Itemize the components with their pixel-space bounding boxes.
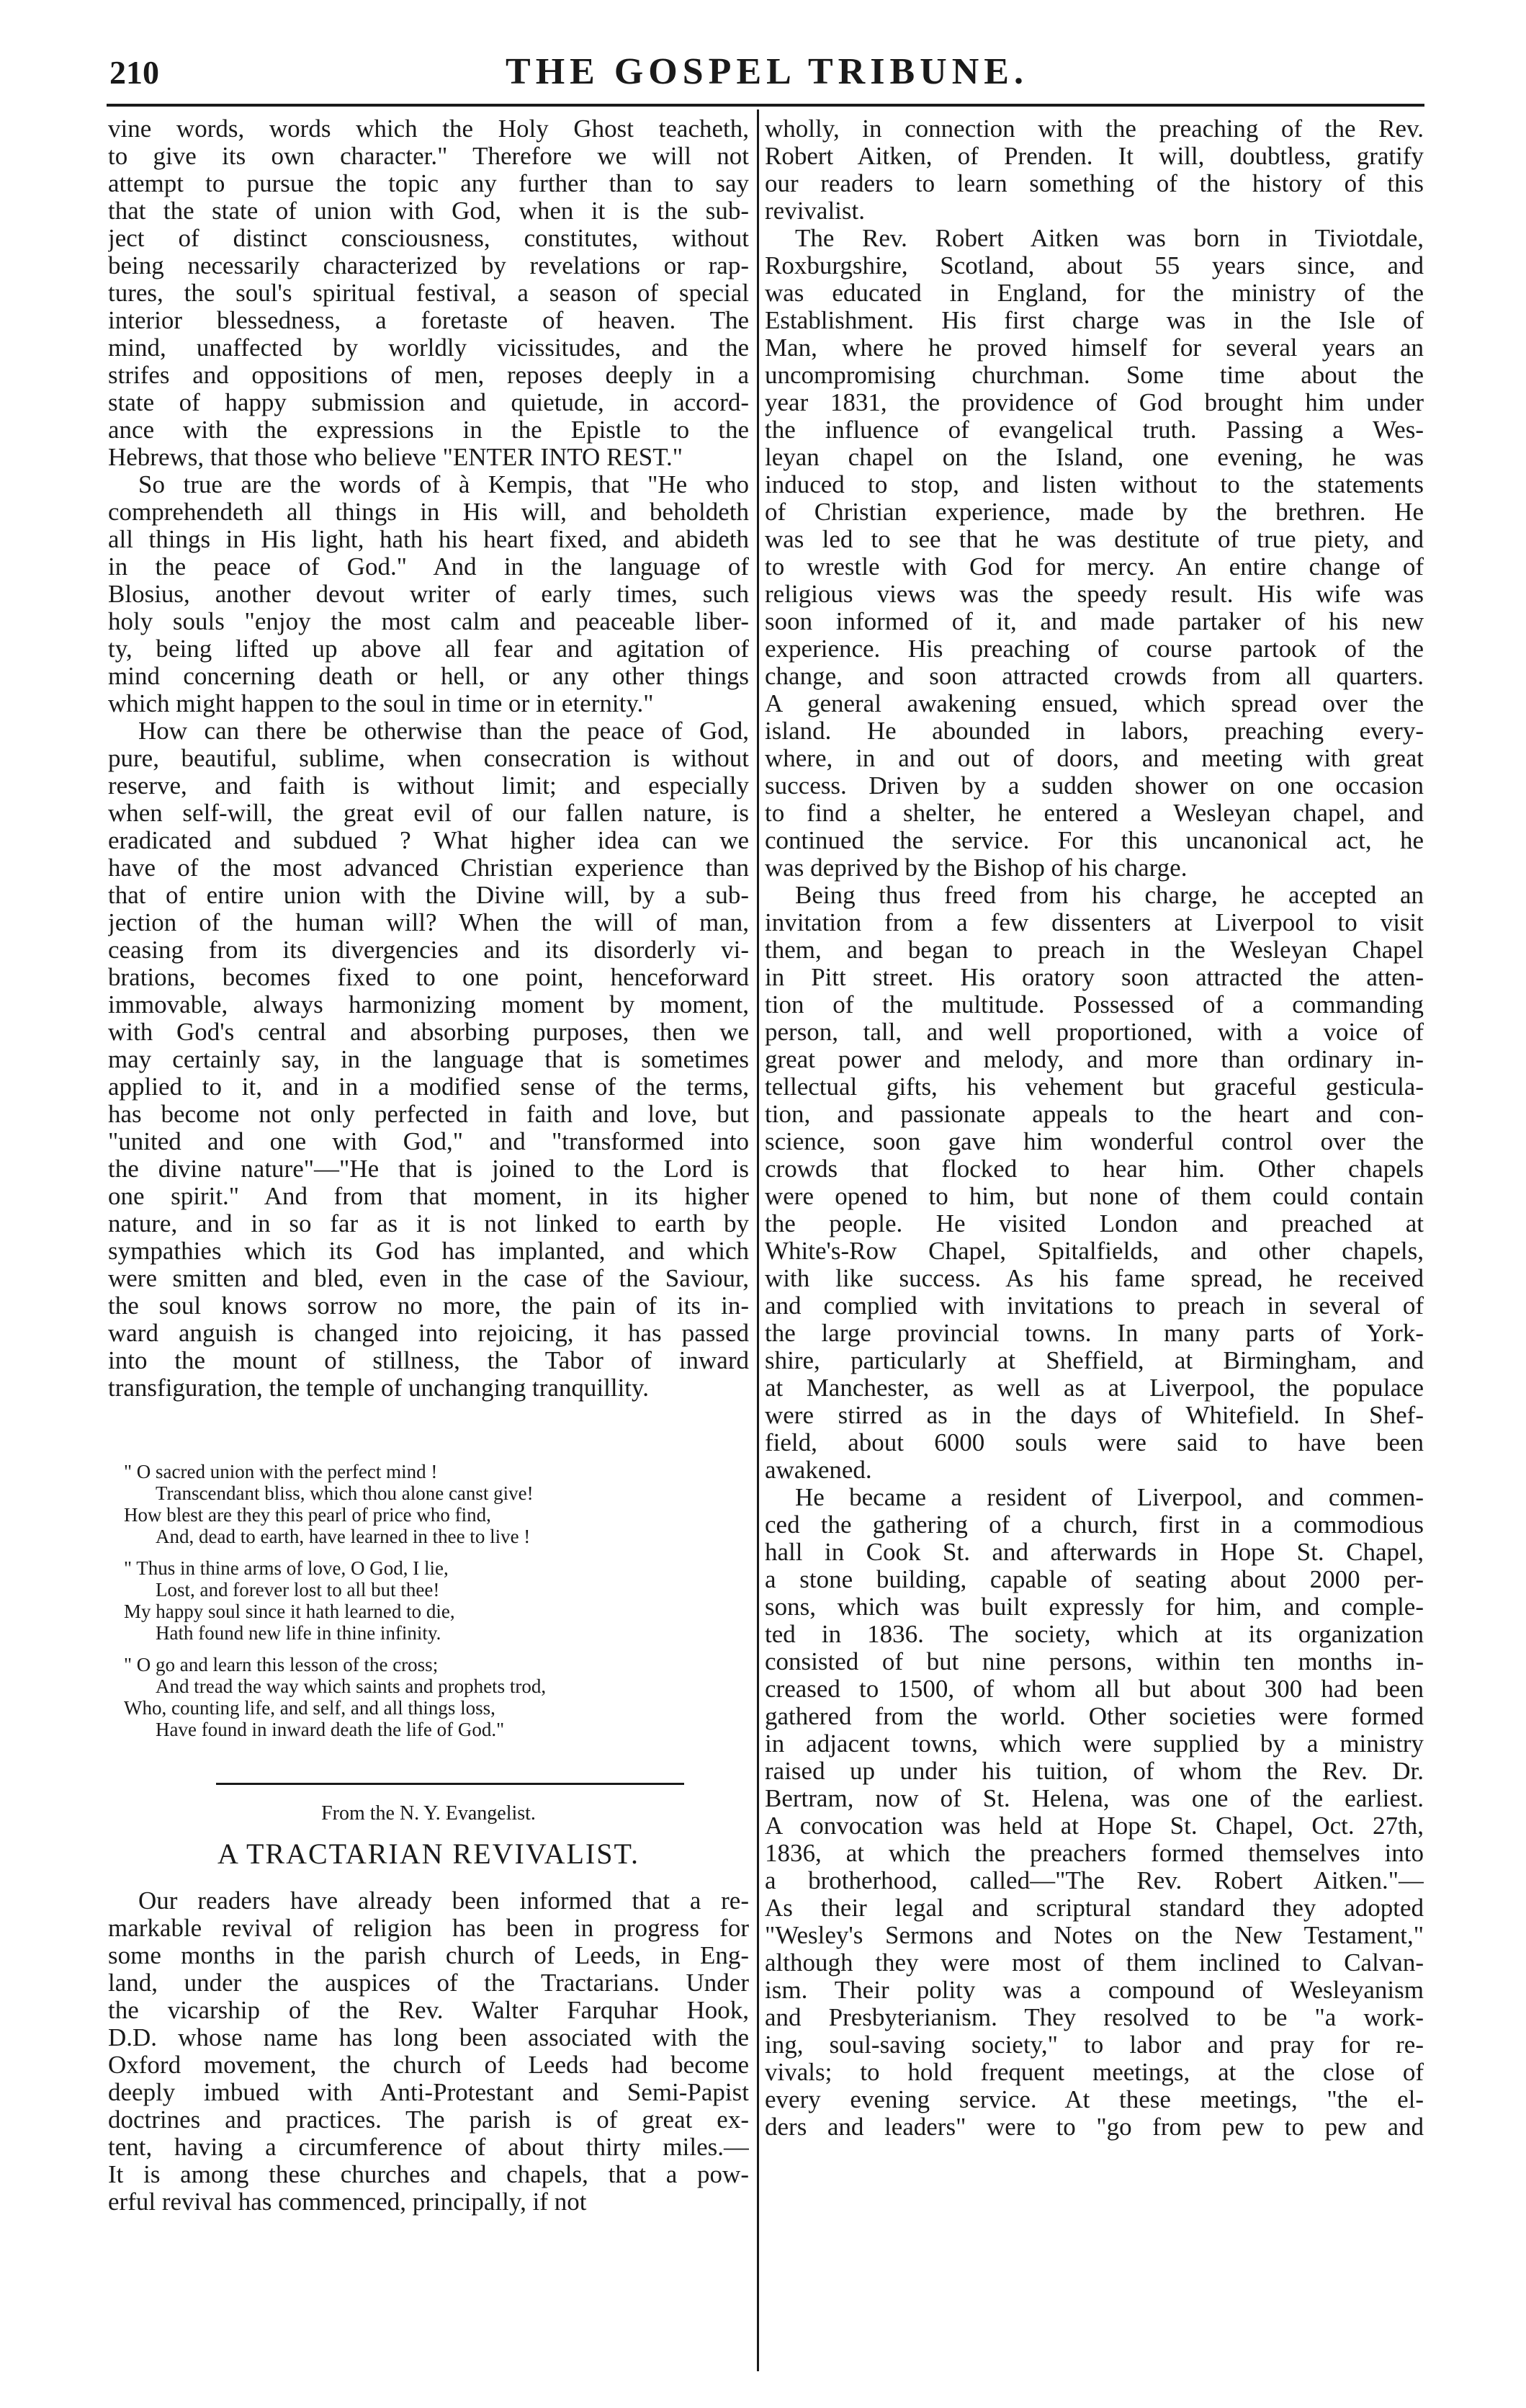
- text-line: D.D. whose name has long been associated with the: [108, 2024, 749, 2051]
- text-line: although they were most of them inclined to Calvan-: [765, 1949, 1424, 1977]
- text-line: raised up under his tuition, of whom the Rev. Dr.: [765, 1758, 1424, 1785]
- article-text: [108, 1887, 749, 2216]
- text-line: ty, being lifted up above all fear and agitation of: [108, 635, 749, 663]
- text-line: So true are the words of à Kempis, that "He who: [138, 471, 749, 498]
- text-line: crowds that flocked to hear him. Other chapels: [765, 1155, 1424, 1183]
- poem-line: " Thus in thine arms of love, O God, I lie,: [124, 1557, 449, 1579]
- text-line: immovable, always harmonizing moment by moment,: [108, 991, 749, 1019]
- running-title: THE GOSPEL TRIBUNE.: [506, 51, 1028, 92]
- text-line: and Presbyterianism. They resolved to be "a work-: [765, 2004, 1424, 2031]
- text-line: with like success. As his fame spread, he received: [765, 1265, 1424, 1292]
- text-line: island. He abounded in labors, preaching every-: [765, 717, 1424, 745]
- text-line: tion, and passionate appeals to the heart and con-: [765, 1101, 1424, 1128]
- text-line: ced the gathering of a church, first in a commodious: [765, 1511, 1424, 1539]
- text-line: induced to stop, and listen without to the statements: [765, 471, 1424, 498]
- text-line: a stone building, capable of seating about 2000 per-: [765, 1566, 1424, 1593]
- text-line: Hebrews, that those who believe "ENTER INTO REST.": [108, 444, 683, 471]
- quoted-poem: [124, 1461, 736, 1750]
- poem-line: " O go and learn this lesson of the cross;: [124, 1654, 439, 1675]
- text-line: at Manchester, as well as at Liverpool, the populace: [765, 1374, 1424, 1402]
- text-line: 1836, at which the preachers formed themselves into: [765, 1840, 1424, 1867]
- text-line: vine words, words which the Holy Ghost teacheth,: [108, 115, 749, 143]
- text-line: strifes and oppositions of men, reposes deeply in a: [108, 362, 749, 389]
- text-line: tellectual gifts, his vehement but graceful gesticula-: [765, 1073, 1424, 1101]
- text-line: The Rev. Robert Aitken was born in Tiviotdale,: [795, 225, 1424, 252]
- text-line: the people. He visited London and preached at: [765, 1210, 1424, 1237]
- text-line: the vicarship of the Rev. Walter Farquhar Hook,: [108, 1997, 749, 2024]
- text-line: may certainly say, in the language that is sometimes: [108, 1046, 749, 1073]
- text-line: being necessarily characterized by revelations or rap-: [108, 252, 749, 279]
- text-line: eradicated and subdued ? What higher idea can we: [108, 827, 749, 854]
- text-line: wholly, in connection with the preaching of the Rev.: [765, 115, 1424, 143]
- text-line: comprehendeth all things in His will, and beholdeth: [108, 498, 749, 526]
- text-line: Blosius, another devout writer of early times, such: [108, 581, 749, 608]
- text-line: pure, beautiful, sublime, when consecration is without: [108, 745, 749, 772]
- text-line: deeply imbued with Anti-Protestant and Semi-Papist: [108, 2079, 749, 2106]
- text-line: transfiguration, the temple of unchanging tranquillity.: [108, 1374, 650, 1402]
- text-line: the influence of evangelical truth. Passing a Wes-: [765, 416, 1424, 444]
- text-line: invitation from a few dissenters at Liverpool to visit: [765, 909, 1424, 936]
- text-line: Roxburgshire, Scotland, about 55 years since, and: [765, 252, 1424, 279]
- section-divider: [216, 1783, 684, 1785]
- text-line: to wrestle with God for mercy. An entire change of: [765, 553, 1424, 581]
- text-line: ject of distinct consciousness, constitutes, without: [108, 225, 749, 252]
- poem-line: Have found in inward death the life of God.": [156, 1719, 505, 1740]
- text-line: doctrines and practices. The parish is of great ex-: [108, 2106, 749, 2134]
- poem-line: And tread the way which saints and prophets trod,: [156, 1675, 547, 1697]
- text-line: success. Driven by a sudden shower on one occasion: [765, 772, 1424, 800]
- text-line: year 1831, the providence of God brought him under: [765, 389, 1424, 416]
- text-line: were smitten and bled, even in the case of the Saviour,: [108, 1265, 749, 1292]
- text-line: great power and melody, and more than ordinary in-: [765, 1046, 1424, 1073]
- text-line: Man, where he proved himself for several years an: [765, 334, 1424, 362]
- text-line: state of happy submission and quietude, in accord-: [108, 389, 749, 416]
- text-line: were stirred as in the days of Whitefield. In Shef-: [765, 1402, 1424, 1429]
- text-line: has become not only perfected in faith and love, but: [108, 1101, 749, 1128]
- text-line: of Christian experience, made by the brethren. He: [765, 498, 1424, 526]
- text-line: have of the most advanced Christian experience than: [108, 854, 749, 882]
- poem-stanza: [124, 1461, 736, 1547]
- text-line: attempt to pursue the topic any further than to say: [108, 170, 749, 197]
- header-rule: [107, 104, 1424, 107]
- poem-line: How blest are they this pearl of price who find,: [124, 1504, 491, 1526]
- poem-line: Hath found new life in thine infinity.: [156, 1622, 441, 1644]
- text-line: sympathies which its God has implanted, and which: [108, 1237, 749, 1265]
- text-line: land, under the auspices of the Tractarians. Under: [108, 1969, 749, 1997]
- poem-line: And, dead to earth, have learned in thee to live !: [156, 1526, 531, 1547]
- text-line: Robert Aitken, of Prenden. It will, doubtless, gratify: [765, 143, 1424, 170]
- text-line: ism. Their polity was a compound of Wesleyanism: [765, 1977, 1424, 2004]
- text-line: White's-Row Chapel, Spitalfields, and other chapels,: [765, 1237, 1424, 1265]
- text-line: erful revival has commenced, principally, if not: [108, 2188, 587, 2216]
- poem-stanza: [124, 1557, 736, 1644]
- text-line: the soul knows sorrow no more, the pain of its in-: [108, 1292, 749, 1320]
- text-line: ward anguish is changed into rejoicing, it has passed: [108, 1320, 749, 1347]
- text-line: a brotherhood, called—"The Rev. Robert Aitken."—: [765, 1867, 1424, 1894]
- text-line: It is among these churches and chapels, that a pow-: [108, 2161, 749, 2188]
- text-line: all things in His light, hath his heart fixed, and abideth: [108, 526, 749, 553]
- text-line: and complied with invitations to preach in several of: [765, 1292, 1424, 1320]
- text-line: sons, which was built expressly for him, and comple-: [765, 1593, 1424, 1621]
- poem-line: Transcendant bliss, which thou alone canst give!: [156, 1482, 534, 1504]
- text-line: which might happen to the soul in time or in eternity.": [108, 690, 654, 717]
- text-line: tures, the soul's spiritual festival, a season of special: [108, 279, 749, 307]
- text-line: nature, and in so far as it is not linked to earth by: [108, 1210, 749, 1237]
- text-line: that the state of union with God, when it is the sub-: [108, 197, 749, 225]
- text-line: hall in Cook St. and afterwards in Hope St. Chapel,: [765, 1539, 1424, 1566]
- poem-line: " O sacred union with the perfect mind !: [124, 1461, 438, 1482]
- text-line: some months in the parish church of Leeds, in Eng-: [108, 1942, 749, 1969]
- text-line: Bertram, now of St. Helena, was one of the earliest.: [765, 1785, 1424, 1812]
- text-line: "united and one with God," and "transformed into: [108, 1128, 749, 1155]
- text-line: were opened to him, but none of them could contain: [765, 1183, 1424, 1210]
- text-line: mind, unaffected by worldly vicissitudes, and the: [108, 334, 749, 362]
- text-line: creased to 1500, of whom all but about 300 had been: [765, 1675, 1424, 1703]
- poem-stanza: [124, 1654, 736, 1740]
- text-line: with God's central and absorbing purposes, then we: [108, 1019, 749, 1046]
- text-line: the large provincial towns. In many parts of York-: [765, 1320, 1424, 1347]
- article-title: A TRACTARIAN REVIVALIST.: [217, 1838, 639, 1870]
- text-line: where, in and out of doors, and meeting with great: [765, 745, 1424, 772]
- text-line: change, and soon attracted crowds from all quarters.: [765, 663, 1424, 690]
- poem-line: Lost, and forever lost to all but thee!: [156, 1579, 440, 1601]
- text-line: into the mount of stillness, the Tabor of inward: [108, 1347, 749, 1374]
- text-line: to give its own character." Therefore we will not: [108, 143, 749, 170]
- text-line: in adjacent towns, which were supplied by a ministry: [765, 1730, 1424, 1758]
- text-line: A convocation was held at Hope St. Chapel, Oct. 27th,: [765, 1812, 1424, 1840]
- text-line: holy souls "enjoy the most calm and peaceable liber-: [108, 608, 749, 635]
- poem-line: Who, counting life, and self, and all things loss,: [124, 1697, 495, 1719]
- text-line: was led to see that he was destitute of true piety, and: [765, 526, 1424, 553]
- text-line: jection of the human will? When the will of man,: [108, 909, 749, 936]
- text-line: experience. His preaching of course partook of the: [765, 635, 1424, 663]
- text-line: A general awakening ensued, which spread over the: [765, 690, 1424, 717]
- text-line: uncompromising churchman. Some time about the: [765, 362, 1424, 389]
- text-line: our readers to learn something of the history of this: [765, 170, 1424, 197]
- text-line: one spirit." And from that moment, in its higher: [108, 1183, 749, 1210]
- text-line: Our readers have already been informed that a re-: [138, 1887, 749, 1915]
- text-line: ted in 1836. The society, which at its organization: [765, 1621, 1424, 1648]
- text-line: ing, soul-saving society," to labor and pray for re-: [765, 2031, 1424, 2059]
- text-line: He became a resident of Liverpool, and commen-: [795, 1484, 1424, 1511]
- text-line: to find a shelter, he entered a Wesleyan chapel, and: [765, 800, 1424, 827]
- text-line: ceasing from its divergencies and its disorderly vi-: [108, 936, 749, 964]
- text-line: mind concerning death or hell, or any other things: [108, 663, 749, 690]
- column-divider: [757, 109, 759, 2371]
- text-line: vivals; to hold frequent meetings, at the close of: [765, 2059, 1424, 2086]
- text-line: the divine nature"—"He that is joined to the Lord is: [108, 1155, 749, 1183]
- text-line: continued the service. For this uncanonical act, he: [765, 827, 1424, 854]
- text-line: applied to it, and in a modified sense of the terms,: [108, 1073, 749, 1101]
- text-line: when self-will, the great evil of our fallen nature, is: [108, 800, 749, 827]
- text-line: person, tall, and well proportioned, with a voice of: [765, 1019, 1424, 1046]
- text-line: was deprived by the Bishop of his charge.: [765, 854, 1188, 882]
- text-line: in the peace of God." And in the language of: [108, 553, 749, 581]
- article-source: From the N. Y. Evangelist.: [321, 1802, 536, 1825]
- text-line: interior blessedness, a foretaste of heaven. The: [108, 307, 749, 334]
- text-line: revivalist.: [765, 197, 865, 225]
- page-number: 210: [109, 54, 159, 91]
- poem-line: My happy soul since it hath learned to die,: [124, 1601, 455, 1622]
- text-line: ders and leaders" were to "go from pew to pew and: [765, 2113, 1424, 2141]
- text-line: was educated in England, for the ministry of the: [765, 279, 1424, 307]
- text-line: Oxford movement, the church of Leeds had become: [108, 2051, 749, 2079]
- text-line: awakened.: [765, 1456, 872, 1484]
- text-line: that of entire union with the Divine will, by a sub-: [108, 882, 749, 909]
- text-line: Establishment. His first charge was in the Isle of: [765, 307, 1424, 334]
- text-line: field, about 6000 souls were said to have been: [765, 1429, 1424, 1456]
- text-line: "Wesley's Sermons and Notes on the New Testament,": [765, 1922, 1424, 1949]
- text-line: reserve, and faith is without limit; and especially: [108, 772, 749, 800]
- text-line: religious views was the speedy result. His wife was: [765, 581, 1424, 608]
- text-line: every evening service. At these meetings, "the el-: [765, 2086, 1424, 2113]
- text-line: tion of the multitude. Possessed of a commanding: [765, 991, 1424, 1019]
- text-line: them, and began to preach in the Wesleyan Chapel: [765, 936, 1424, 964]
- text-line: How can there be otherwise than the peace of God,: [138, 717, 749, 745]
- text-line: in Pitt street. His oratory soon attracted the atten-: [765, 964, 1424, 991]
- text-line: shire, particularly at Sheffield, at Birmingham, and: [765, 1347, 1424, 1374]
- text-line: markable revival of religion has been in progress for: [108, 1915, 749, 1942]
- right-column-text: [765, 115, 1424, 2141]
- text-line: Being thus freed from his charge, he accepted an: [795, 882, 1424, 909]
- text-line: As their legal and scriptural standard they adopted: [765, 1894, 1424, 1922]
- text-line: tent, having a circumference of about thirty miles.—: [108, 2134, 749, 2161]
- text-line: consisted of but nine persons, within ten months in-: [765, 1648, 1424, 1675]
- text-line: science, soon gave him wonderful control over the: [765, 1128, 1424, 1155]
- left-column-text: [108, 115, 749, 1402]
- text-line: gathered from the world. Other societies were formed: [765, 1703, 1424, 1730]
- text-line: ance with the expressions in the Epistle to the: [108, 416, 749, 444]
- text-line: leyan chapel on the Island, one evening, he was: [765, 444, 1424, 471]
- text-line: soon informed of it, and made partaker of his new: [765, 608, 1424, 635]
- text-line: brations, becomes fixed to one point, henceforward: [108, 964, 749, 991]
